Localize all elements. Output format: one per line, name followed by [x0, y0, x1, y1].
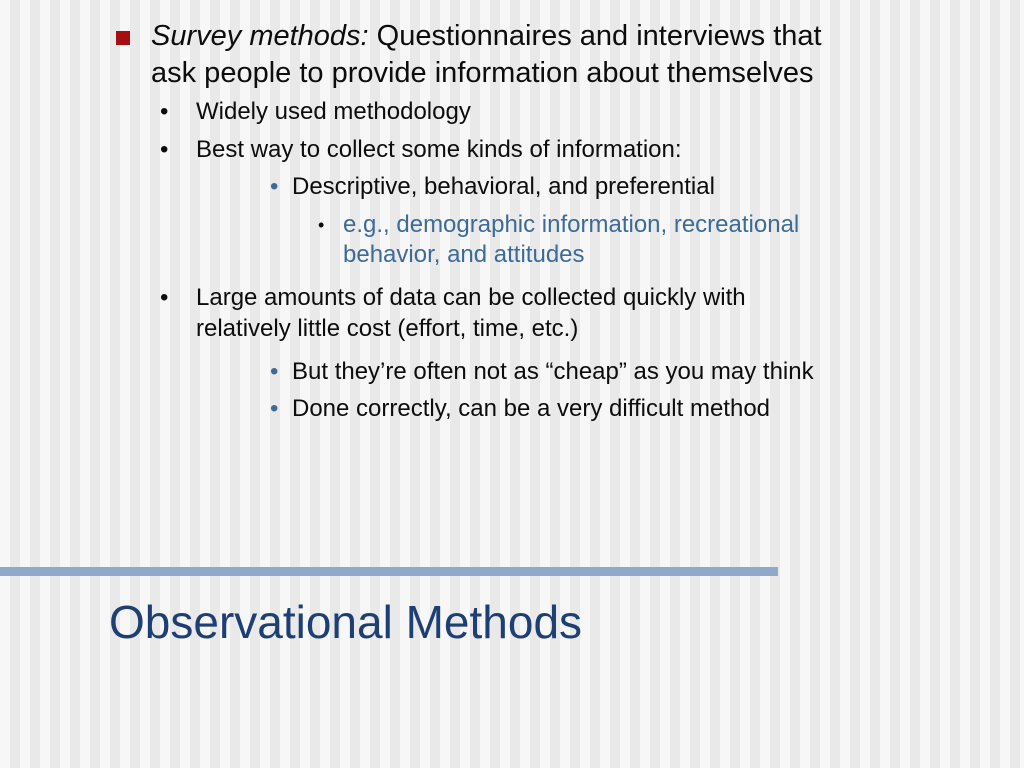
bullet-dot-icon: •	[160, 284, 169, 311]
bullet-dot-icon: •	[318, 215, 325, 235]
main-point-label: Survey methods:	[151, 20, 369, 52]
bullet-dot-icon: •	[270, 395, 279, 422]
square-bullet-icon	[116, 31, 130, 45]
bullet-dot-icon: •	[270, 358, 279, 385]
point-widely-used: Widely used methodology	[196, 98, 471, 125]
slide-title: Observational Methods	[109, 596, 583, 648]
main-point-line2: ask people to provide information about themselves	[151, 57, 814, 89]
point-cheap: But they’re often not as “cheap” as you may think	[292, 358, 814, 385]
title-divider	[0, 567, 778, 576]
bullet-dot-icon: •	[160, 136, 169, 163]
point-descriptive: Descriptive, behavioral, and preferential	[292, 173, 715, 200]
point-large-amounts-line1: Large amounts of data can be collected quickly with	[196, 284, 746, 311]
point-difficult: Done correctly, can be a very difficult method	[292, 395, 771, 422]
bullet-dot-icon: •	[270, 173, 279, 200]
point-example-line1: e.g., demographic information, recreational	[343, 211, 800, 238]
main-point-text: Questionnaires and interviews that	[376, 20, 822, 52]
main-point-line1	[151, 18, 822, 54]
point-example-line2: behavior, and attitudes	[343, 241, 585, 268]
bullet-dot-icon: •	[160, 98, 169, 125]
point-large-amounts-line2: relatively little cost (effort, time, etc.)	[196, 315, 579, 342]
point-best-way: Best way to collect some kinds of information:	[196, 136, 682, 163]
